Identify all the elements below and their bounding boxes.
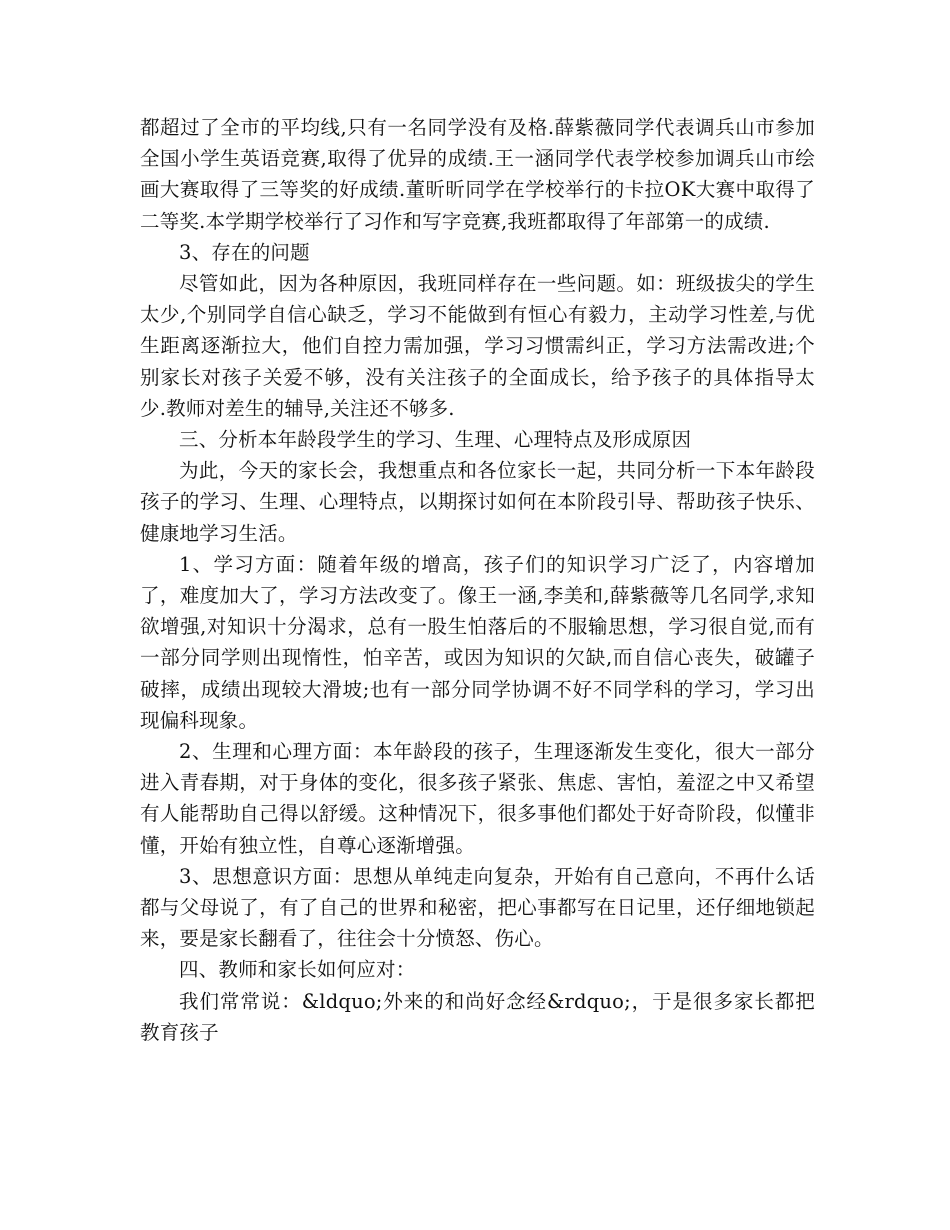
heading-section-three: 三、分析本年龄段学生的学习、生理、心理特点及形成原因 (179, 428, 692, 452)
paragraph-ideology-aspect: 3、思想意识方面：思想从单纯走向复杂，开始有自己意向，不再什么话都与父母说了，有了自己的世界和秘密，把心事都写在日记里，还仔细地锁起来，要是家长翻看了，往往会十分愤怒、伤心。 (140, 864, 815, 951)
paragraph-physiology-aspect: 2、生理和心理方面：本年龄段的孩子，生理逐渐发生变化，很大一部分进入青春期，对于身体的变化，很多孩子紧张、焦虑、害怕，羞涩之中又希望有人能帮助自己得以舒缓。这种情况下，很多事他们都处于好奇阶段，似懂非懂，开始有独立性，自尊心逐渐增强。 (140, 740, 815, 857)
paragraph-problems: 尽管如此，因为各种原因，我班同样存在一些问题。如：班级拔尖的学生太少,个别同学自信心缺乏，学习不能做到有恒心有毅力，主动学习性差,与优生距离逐渐拉大，他们自控力需加强，学习习惯需纠正，学习方法需改进;个别家长对孩子关爱不够，没有关注孩子的全面成长，给予孩子的具体指导太少.教师对差生的辅导,关注还不够多. (140, 272, 815, 420)
document-body (140, 112, 815, 1048)
paragraph-intro-analysis: 为此，今天的家长会，我想重点和各位家长一起，共同分析一下本年龄段孩子的学习、生理、心理特点，以期探讨如何在本阶段引导、帮助孩子快乐、健康地学习生活。 (140, 459, 815, 545)
paragraph-results-continued: 都超过了全市的平均线,只有一名同学没有及格.薛紫薇同学代表调兵山市参加全国小学生英语竞赛,取得了优异的成绩.王一涵同学代表学校参加调兵山市绘画大赛取得了三等奖的好成绩.董昕昕同学在学校举行的卡拉OK大赛中取得了二等奖.本学期学校举行了习作和写字竞赛,我班都取得了年部第一的成绩. (140, 116, 815, 233)
heading-section-four: 四、教师和家长如何应对： (179, 958, 416, 982)
heading-existing-problems: 3、存在的问题 (179, 240, 310, 264)
paragraph-study-aspect: 1、学习方面：随着年级的增高，孩子们的知识学习广泛了，内容增加了，难度加大了，学习方法改变了。像王一涵,李美和,薛紫薇等几名同学,求知欲增强,对知识十分渴求，总有一股生怕落后的不服输思想，学习很自觉,而有一部分同学则出现惰性，怕辛苦，或因为知识的欠缺,而自信心丧失，破罐子破摔，成绩出现较大滑坡;也有一部分同学协调不好不同学科的学习，学习出现偏科现象。 (140, 552, 815, 732)
paragraph-final-truncated: 我们常常说：&ldquo;外来的和尚好念经&rdquo;，于是很多家长都把教育孩子 (140, 989, 815, 1044)
